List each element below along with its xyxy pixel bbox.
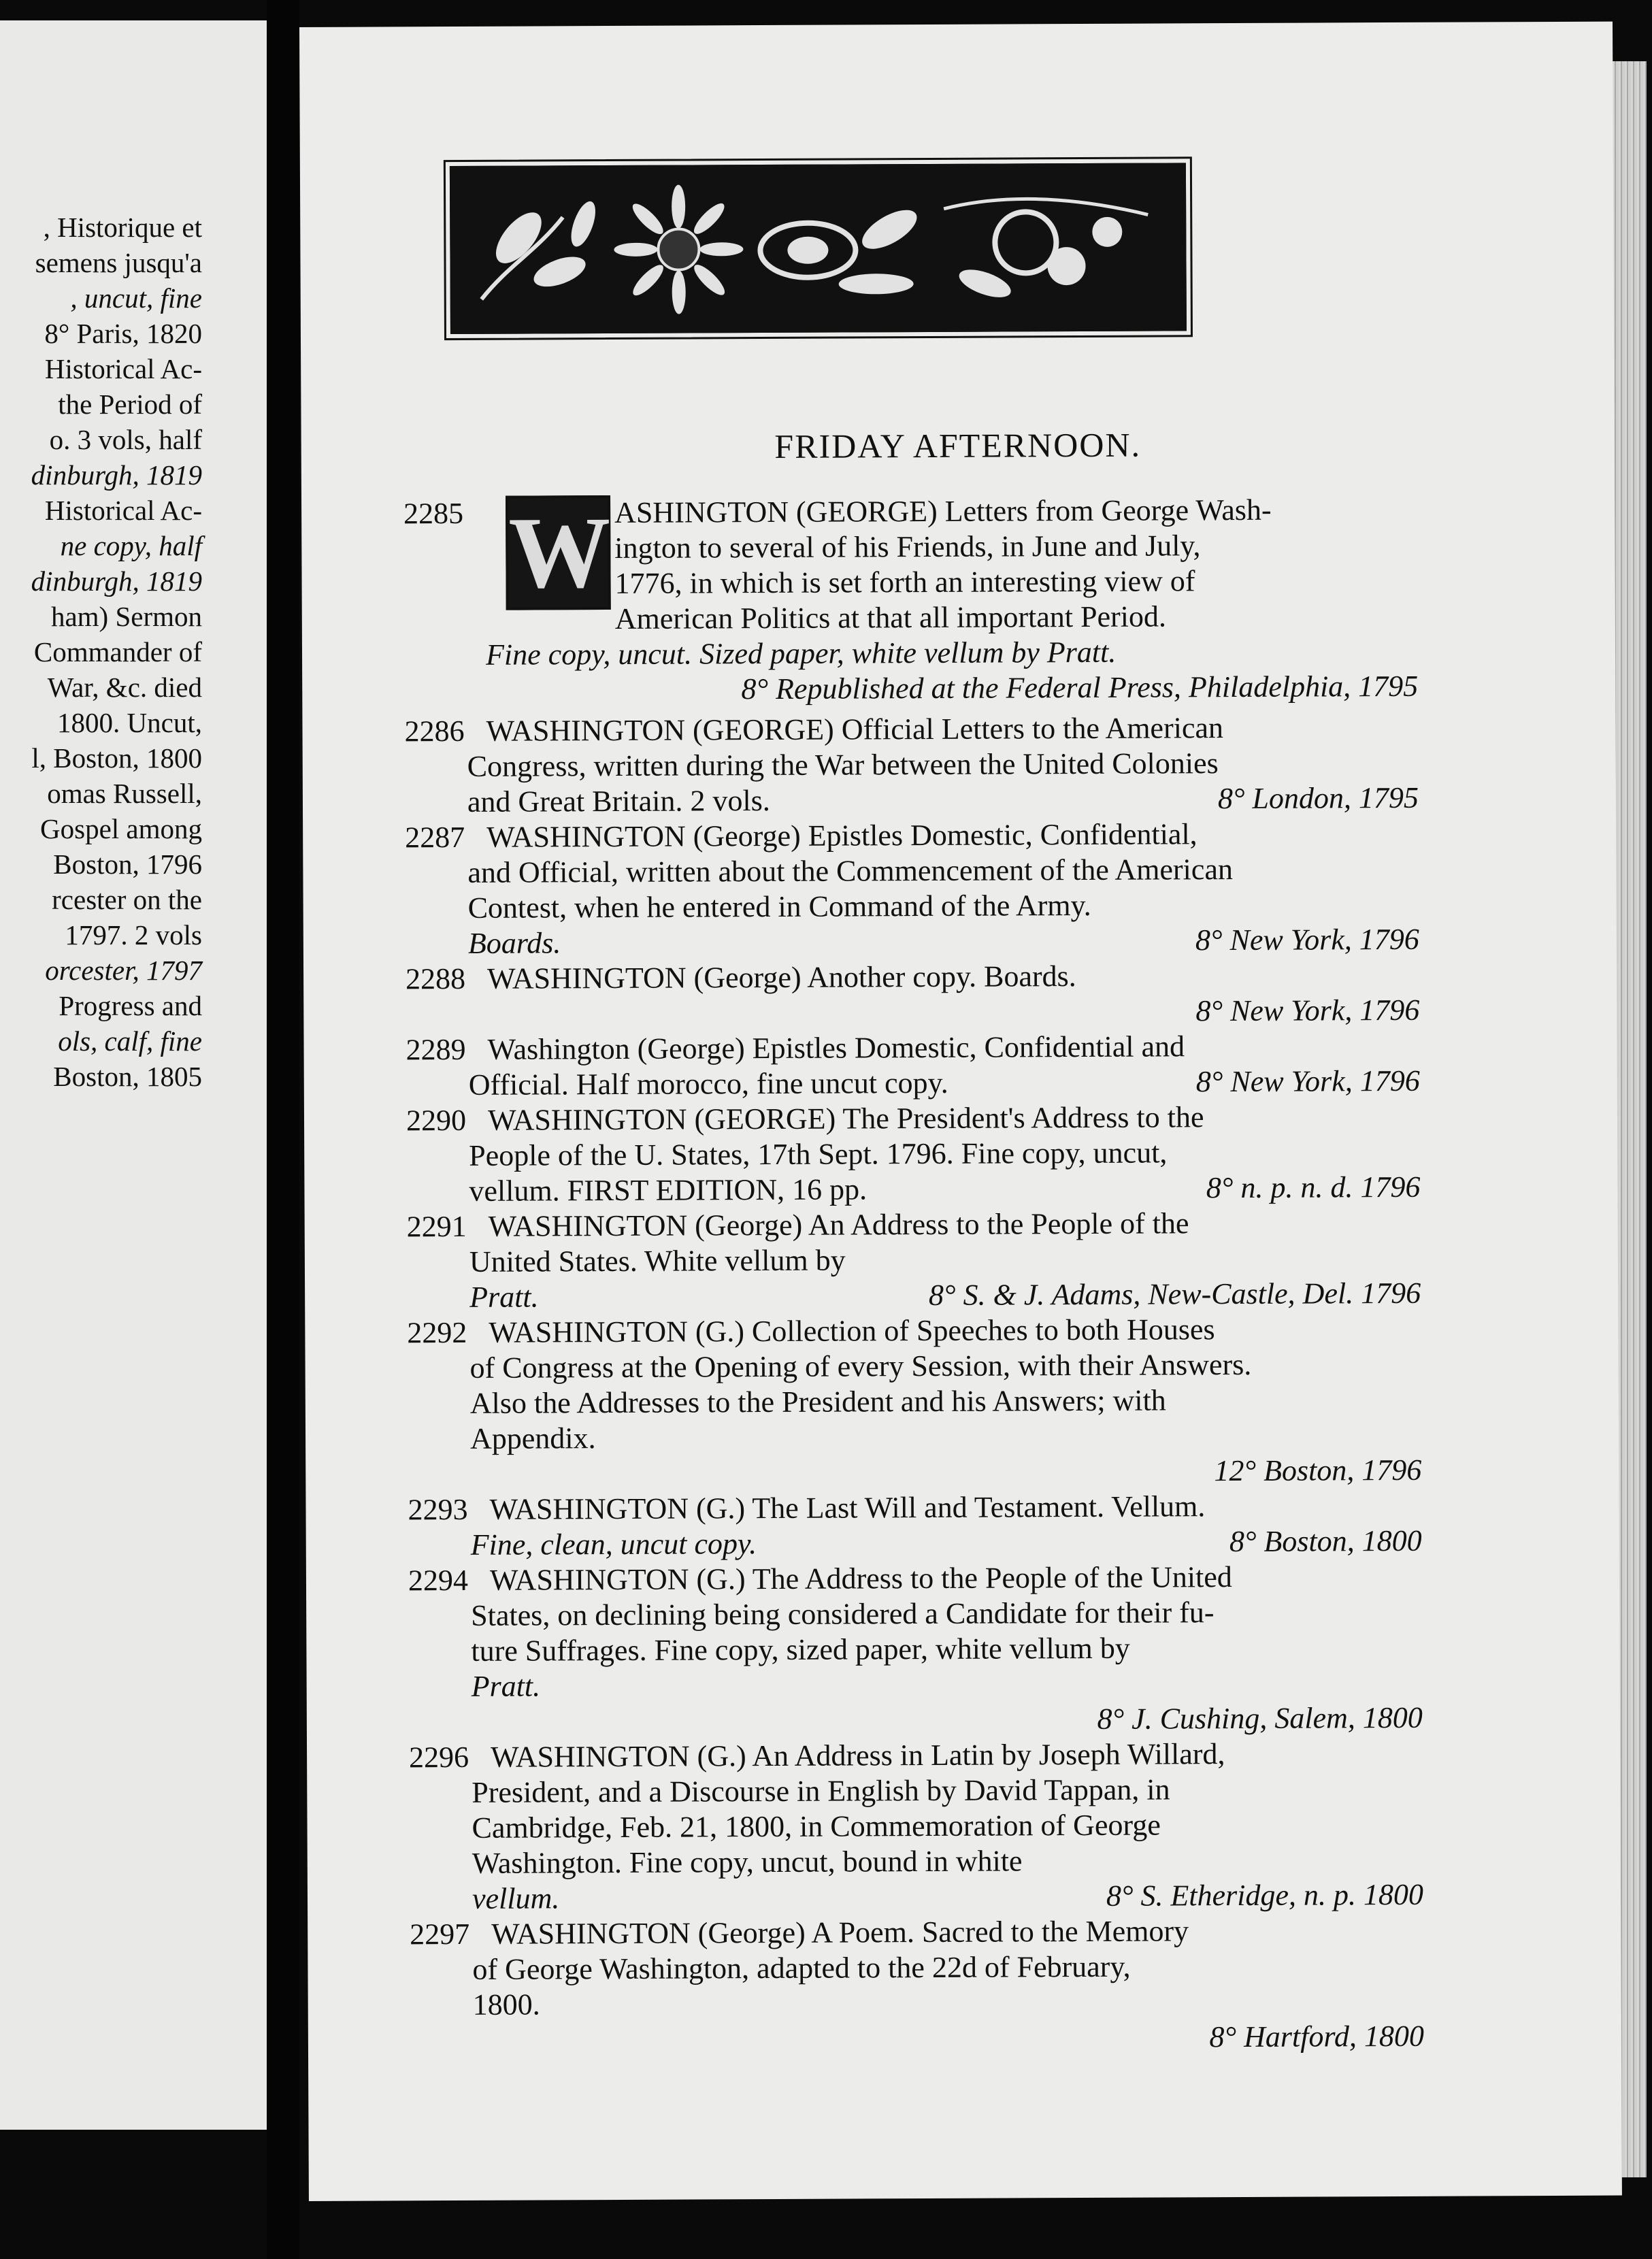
entry-line: Also the Addresses to the President and his Answers; with (469, 1383, 1166, 1420)
catalog-entry (407, 1205, 1421, 1315)
left-line: 1797. 2 vols (65, 919, 202, 951)
entry-line: Contest, when he entered in Command of the Army. (467, 888, 1091, 925)
lot-number: 2288 (405, 961, 466, 996)
entry-line: 1776, in which is set forth an interesting view of (614, 564, 1195, 600)
entry-imprint: 8° New York, 1796 (1195, 922, 1419, 957)
entry-line: ture Suffrages. Fine copy, sized paper, white vellum by (471, 1631, 1130, 1668)
left-line: 1800. Uncut, (57, 707, 202, 738)
left-line: Progress and (59, 990, 202, 1021)
entry-line: Official. Half morocco, fine uncut copy. (468, 1066, 948, 1102)
entry-line: of George Washington, adapted to the 22d of February, (472, 1949, 1131, 1986)
catalog-entry (406, 1028, 1419, 1104)
left-line: Historical Ac- (44, 353, 202, 384)
left-line: o. 3 vols, half (49, 424, 202, 455)
lot-number: 2292 (407, 1315, 467, 1350)
left-line: dinburgh, 1819 (31, 459, 202, 491)
lot-number: 2285 (403, 496, 464, 531)
entry-line: WASHINGTON (G.) Collection of Speeches to both Houses (489, 1313, 1215, 1349)
entry-line: 1800. (472, 1988, 540, 2022)
book-gutter (267, 0, 299, 2259)
entry-imprint: 8° S. Etheridge, n. p. 1800 (1106, 1877, 1424, 1913)
entry-line: United States. White vellum by (469, 1243, 846, 1279)
lot-number: 2289 (406, 1032, 466, 1067)
entry-note: Fine, clean, uncut copy. (470, 1527, 757, 1562)
entry-line: WASHINGTON (G.) The Last Will and Testament. Vellum. (489, 1489, 1206, 1526)
left-line: ham) Sermon (50, 601, 202, 632)
right-page (299, 22, 1622, 2201)
entry-line: President, and a Discourse in English by David Tappan, in (472, 1772, 1170, 1809)
entry-line: WASHINGTON (G.) The Address to the People of the United (489, 1560, 1232, 1597)
catalog-entry (404, 710, 1419, 820)
entry-line: and Official, written about the Commencement of the American (467, 853, 1234, 889)
catalog-entry (408, 1559, 1423, 1740)
left-line: ne copy, half (60, 530, 202, 561)
floral-ornament (450, 163, 1187, 334)
catalog-entry (409, 1736, 1423, 1917)
entry-line: WASHINGTON (GEORGE) Official Letters to the American (486, 711, 1224, 748)
entry-line: WASHINGTON (G.) An Address in Latin by Joseph Willard, (490, 1737, 1225, 1774)
entry-imprint: 8° S. & J. Adams, New-Castle, Del. 1796 (928, 1276, 1421, 1312)
entry-imprint: 12° Boston, 1796 (1214, 1453, 1422, 1488)
lot-number: 2287 (405, 820, 465, 855)
entry-note: Fine copy, uncut. Sized paper, white vellum by Pratt. (485, 635, 1117, 672)
lot-number: 2296 (408, 1740, 469, 1775)
entry-line: WASHINGTON (George) A Poem. Sacred to the Memory (491, 1914, 1189, 1951)
entry-imprint: 8° n. p. n. d. 1796 (1206, 1170, 1421, 1205)
left-line: Boston, 1805 (53, 1061, 202, 1092)
entry-line: ASHINGTON (GEORGE) Letters from George Wash- (614, 493, 1272, 529)
entry-imprint: 8° Republished at the Federal Press, Philadelphia, 1795 (741, 669, 1419, 706)
entry-line: WASHINGTON (George) An Address to the People of the (488, 1206, 1189, 1243)
entry-imprint: 8° London, 1795 (1217, 780, 1419, 816)
lot-number: 2286 (404, 714, 465, 748)
left-line: , Historique et (43, 212, 202, 243)
entry-note: vellum. (472, 1881, 560, 1915)
left-line: ols, calf, fine (58, 1025, 202, 1057)
left-line: the Period of (58, 389, 202, 420)
lot-number: 2293 (408, 1492, 468, 1527)
entry-line: States, on declining being considered a Candidate for their fu- (471, 1596, 1215, 1632)
entry-imprint: 8° Boston, 1800 (1229, 1523, 1422, 1559)
entry-line: Cambridge, Feb. 21, 1800, in Commemoration of George (472, 1808, 1161, 1845)
left-line: orcester, 1797 (45, 955, 202, 986)
entry-line: Appendix. (469, 1421, 596, 1455)
lot-number: 2297 (410, 1917, 470, 1951)
catalog-entry (406, 1099, 1421, 1209)
left-line: rcester on the (52, 884, 202, 915)
catalog-entry (403, 492, 1418, 708)
catalog-entry (405, 816, 1419, 961)
catalog-entry (408, 1488, 1421, 1564)
entry-line: American Politics at that all important Period. (614, 599, 1167, 636)
entry-line: WASHINGTON (George) Epistles Domestic, Confidential, (486, 817, 1197, 854)
entry-line: WASHINGTON (GEORGE) The President's Address to the (487, 1100, 1204, 1137)
lot-number: 2290 (406, 1103, 467, 1138)
left-line: Gospel among (40, 813, 202, 844)
catalog-entry (410, 1913, 1424, 2058)
entry-note: Pratt. (471, 1669, 541, 1703)
left-line: Boston, 1796 (53, 848, 202, 880)
entry-line: WASHINGTON (George) Another copy. Boards. (486, 959, 1076, 995)
entry-line: Washington (George) Epistles Domestic, Confidential and (487, 1029, 1185, 1066)
left-page (0, 20, 267, 2130)
catalog-entry (407, 1311, 1421, 1492)
entry-imprint: 8° Hartford, 1800 (1209, 2019, 1425, 2054)
left-line: Commander of (33, 636, 202, 667)
left-line: omas Russell, (47, 778, 202, 809)
entry-line: Washington. Fine copy, uncut, bound in white (472, 1844, 1023, 1880)
left-line: dinburgh, 1819 (31, 565, 202, 597)
entry-line: People of the U. States, 17th Sept. 1796. Fine copy, uncut, (469, 1136, 1168, 1172)
entry-line: and Great Britain. 2 vols. (467, 783, 770, 819)
lot-number: 2291 (406, 1209, 467, 1244)
lot-number: 2294 (408, 1563, 469, 1598)
entry-imprint: 8° New York, 1796 (1195, 993, 1420, 1028)
left-line: , uncut, fine (70, 282, 202, 314)
left-line: l, Boston, 1800 (31, 742, 202, 774)
left-line: Historical Ac- (44, 495, 202, 526)
entry-note: Boards. (467, 926, 561, 960)
entry-note: Pratt. (469, 1280, 539, 1314)
drop-cap-w: W (506, 495, 611, 610)
entry-line: ington to several of his Friends, in June and July, (614, 529, 1201, 565)
entry-line: Congress, written during the War between the United Colonies (467, 746, 1219, 783)
entry-imprint: 8° New York, 1796 (1195, 1063, 1420, 1099)
flower-icon (454, 167, 1183, 330)
left-line: semens jusqu'a (35, 247, 202, 278)
left-line: 8° Paris, 1820 (44, 318, 202, 349)
catalog-entry (406, 957, 1419, 1033)
entry-imprint: 8° J. Cushing, Salem, 1800 (1097, 1700, 1423, 1736)
left-line: War, &c. died (47, 672, 202, 703)
section-heading: FRIDAY AFTERNOON. (774, 425, 1142, 465)
entry-line: vellum. FIRST EDITION, 16 pp. (469, 1172, 868, 1208)
entry-line: of Congress at the Opening of every Session, with their Answers. (469, 1347, 1252, 1385)
